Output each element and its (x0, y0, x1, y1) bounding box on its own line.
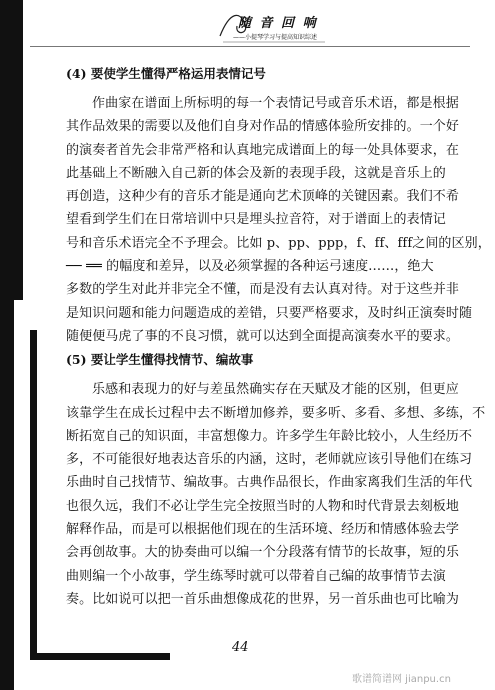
inner-border-line (30, 330, 37, 660)
text-line: 多，不可能很好地表达音乐的内涵，这时，老师就应该引导他们在练习 (66, 452, 473, 468)
text-line: 乐曲时自己找情节、编故事。古典作品很长，作曲家离我们生活的年代 (66, 475, 473, 491)
text-line: 号和音乐术语完全不予理会。比如 p、pp、ppp，f、ff、fff之间的区别， (66, 235, 491, 251)
header-subtitle: ——小提琴学习与提高知识综述 (233, 34, 318, 41)
text-line: 再创造，这种少有的音乐才能是通向艺术顶峰的关键因素。我们不希 (66, 189, 460, 205)
paragraph-5 (66, 378, 486, 611)
text-line: 作曲家在谱面上所标明的每一个表情记号或音乐术语，都是根据 (92, 96, 459, 111)
section-heading-4: (4) 要使学生懂得严格运用表情记号 (66, 66, 266, 81)
page-number: 44 (232, 640, 249, 655)
text-line: 奏。比如说可以把一首乐曲想像成花的世界，另一首乐曲也可比喻为 (66, 591, 460, 607)
text-line: ── ══ 的幅度和差异，以及必须掌握的各种运弓速度……，绝大 (66, 259, 434, 275)
text-line: 随便便马虎了事的不良习惯，就可以达到全面提高演奏水平的要求。 (66, 328, 460, 344)
text-line: 望看到学生们在日常培训中只是埋头拉音符，对于谱面上的表情记 (66, 212, 446, 228)
header-title: 随 音 回 响 (238, 16, 318, 31)
text-line: 其作品效果的需要以及他们自身对作品的情感体验所安排的。一个好 (66, 119, 460, 135)
page-body (66, 64, 491, 611)
running-header (215, 6, 335, 46)
text-line: 此基础上不断融入自己新的体会及新的表现手段，这就是音乐上的 (66, 165, 446, 181)
text-line: 解释作品，而是可以根据他们现在的生活环境、经历和情感体验去学 (66, 522, 460, 538)
text-line: 也很久远，我们不必让学生完全按照当时的人物和时代背景去刻板地 (66, 498, 460, 514)
border-notch (14, 300, 23, 690)
paragraph-4 (66, 92, 491, 348)
left-border-bar (0, 0, 23, 300)
text-line: 该靠学生在成长过程中去不断增加修养，要多听、多看、多想、多练，不 (66, 405, 486, 421)
text-line: 的演奏者首先会非常严格和认真地完成谱面上的每一处具体要求，在 (66, 142, 460, 158)
header-rule (30, 46, 470, 47)
section-heading-5: (5) 要让学生懂得找情节、编故事 (66, 352, 254, 368)
text-line: 断拓宽自己的知识面，丰富想像力。许多学生年龄比较小，人生经历不 (66, 428, 473, 444)
text-line: 曲则编一个小故事，学生练琴时就可以带着自己编的故事情节去演 (66, 568, 446, 584)
bottom-border-line (30, 653, 170, 660)
site-watermark: 歌谱简谱网 jianpu.cn (352, 674, 451, 685)
text-line: 乐感和表现力的好与差虽然确实存在天赋及才能的区别，但更应 (92, 382, 459, 398)
text-line: 是知识问题和能力问题造成的差错，只要严格要求，及时纠正演奏时随 (66, 305, 473, 321)
text-line: 多数的学生对此并非完全不懂，而是没有去认真对待。对于这些并非 (66, 282, 460, 298)
text-line: 会再创故事。大的协奏曲可以编一个分段落有情节的长故事，短的乐 (66, 545, 460, 561)
